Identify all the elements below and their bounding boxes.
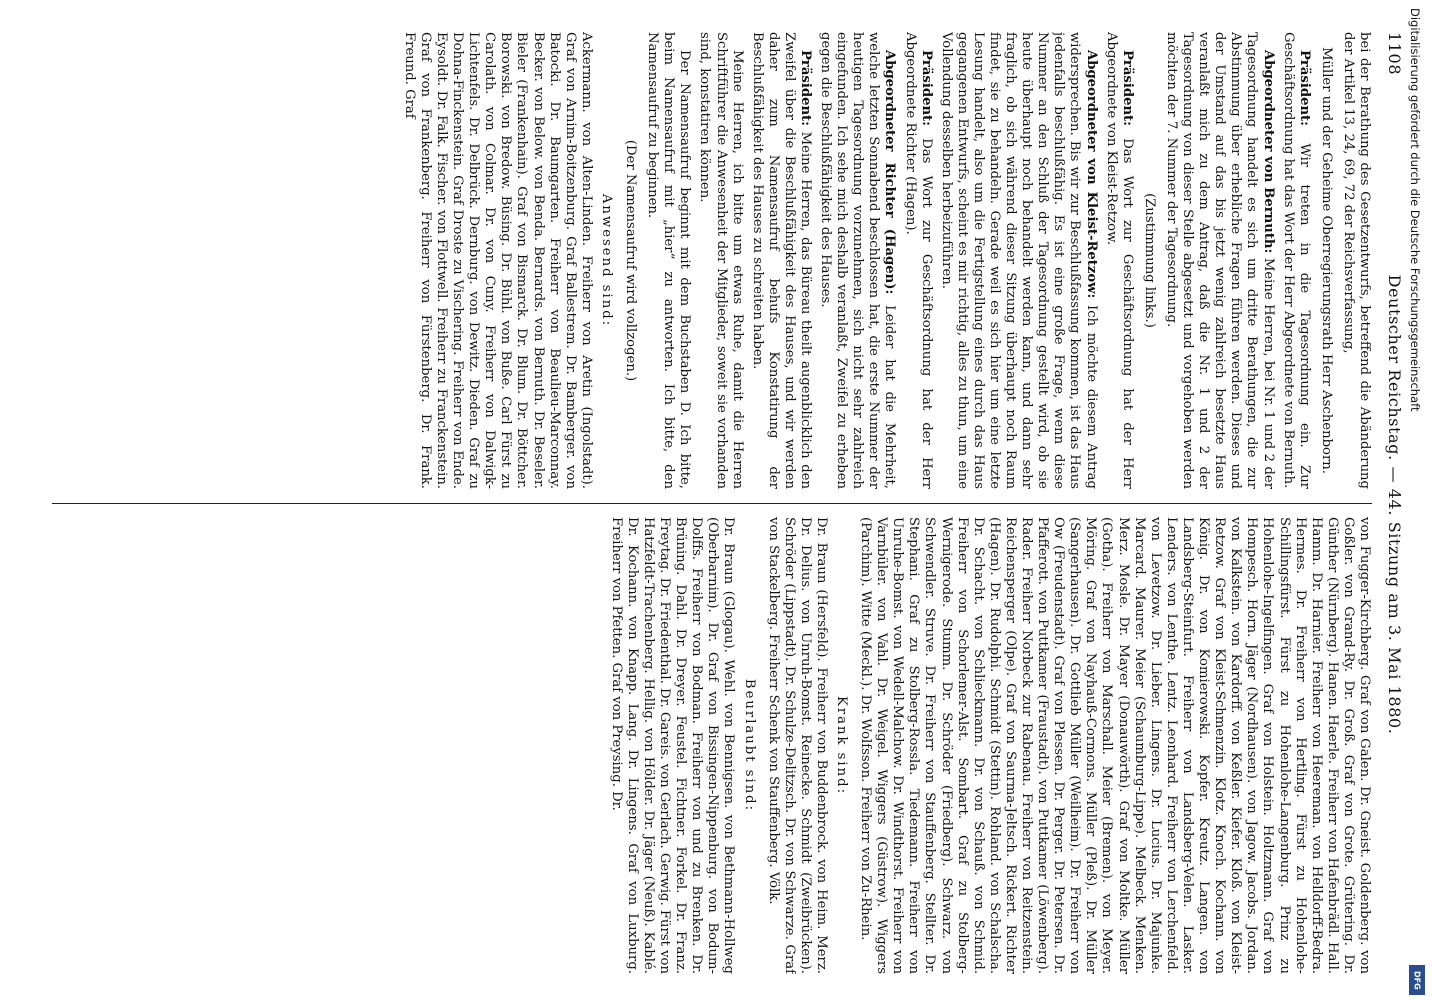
page-title: Deutscher Reichstag. — 44. Sitzung am 3. Mai 1880. [1385,274,1404,735]
speaker-label: Abgeordneter von Bernuth: [1260,50,1276,254]
paragraph [938,32,1099,489]
speech-text: Meine Herren, das Büreau theilt augenblicklich den Zweifel über die Beschlußfähigkeit des Hauses, und wir werden daher zum Namensaufruf behufs Konstatirung der Beschlußfähigkeit des Hauses zu schreiten haben. [749,32,813,489]
digitization-note [1406,0,1428,1000]
section-heading-sick: Krank sind: [834,695,849,796]
speaker-label: Abgeordneter von Kleist-Retzow: [1083,50,1099,299]
speaker-label: Präsident: [1119,50,1135,127]
right-column [52,517,1372,974]
speech-text: Leider hat die Mehrheit, welche letzten Sonnabend beschlossen hat, die erste Nummer der heutigen Tagesordnung vorzunehmen, sich nicht sehr zahlreich eingefunden. Ich sehe mich deshalb veranlaßt, Zweifel zu erheben gegen die Beschlußfähigkeit des Hauses. [818,32,898,489]
page-number: 1108 [1385,32,1404,76]
column-divider [52,503,1372,504]
speech-text: Das Wort zur Geschäftsordnung hat der Herr Abgeordnete von Kleist-Retzow. [1103,32,1135,489]
paragraph [1163,32,1276,489]
paragraph: bei der Berathung des Gesetzentwurfs, betreffend die Abänderung der Artikel 13, 24, 69, 72 der Reichsverfassung, [1340,32,1372,489]
speaker-label: Präsident: [1296,50,1312,127]
speech-text: Wir treten in die Tagesordnung ein. Zur Geschäftsordnung hat das Wort der Herr Abgeordnete von Bernuth. [1280,32,1312,489]
interjection: (Zustimmung links.) [1141,193,1157,328]
paragraph [1280,32,1312,489]
name-list: von Fugger-Kirchberg. Graf von Galen. Dr. Gneist. Goldenberg. von Goßler. von Grand-Ry. Dr. Groß. Graf von Grote. Grütering. Dr. Günther (Nürnberg). Hanen. Haerle. Freiherr von Hafenbrädl. Hall. Hamm. Dr. Harnier. Freiherr von Heereman. von Helldorff-Bedra. Hermes. Dr. Freiherr von Hertling. Fürst zu Hohenlohe-Schillingsfürst. Fürst zu Hohenlohe-Langenburg. Prinz zu Hohenlohe-Ingelfingen. Graf von Holstein. Holtzmann. Graf von Hompesch. Horn. Jäger (Nordhausen). von Jagow. Jacobs. Jordan. von Kalkstein. von Kardorff. von Keßler. Kiefer. Kloß. von Kleist-Retzow. Graf von Kleist-Schmenzin. Klotz. Knoch. Kochann. von König. Dr. von Komierowski. Kopfer. Kreutz. Langen. von Landsberg-Steinfurt. Freiherr von Landsberg-Velen. Lasker. Lenders. von Lenthe. Lentz. Leonhard. Freiherr von Lerchenfeld. von Levetzow. Dr. Lieber. Lingens. Dr. Lucius. Dr. Majunke. Marcard. Maurer. Meier (Schaumburg-Lippe). Melbeck. Menken. Merz. Mosle. Dr. Mayer (Donauwörth). Graf von Moltke. Müller (Gotha). Freiherr von Marschall. Meier (Bremen). von Meyer. Möring. Graf von Nayhauß-Cormons. Müller (Pleß). Dr. Müller (Sangerhausen). Dr. Gottlieb Müller (Weilheim). Dr. Freiherr von Ow (Freudenstadt). Graf von Plessen. Dr. Perger. Dr. Petersen. Dr. Pfafferott. von Puttkamer (Fraustadt). von Puttkamer (Löwenberg). Rader. Freiherr Norbeck zur Rabenau. Freiherr von Reitzenstein. Reichensperger (Olpe). Graf von Saurma-Jeltsch. Rickert. Richter (Hagen). Dr. Rudolphi. Schmidt (Stettin). Rohland. von Schalscha. Dr. Schacht. von Schlieckmann. Dr. von Schauß. von Schmid. Freiherr von Schorlemer-Alst. Sombart. Graf zu Stolberg-Wernigerode. Stumm. Dr. Schröder (Friedberg). Schwarz. von Schwendler. Struve. Dr. Freiherr von Stauffenberg. Stellter. Dr. Stephani. Graf zu Stolberg-Rossla. Tiedemann. Freiherr von Unruhe-Bomst. von Wedell-Malchow. Dr. Windthorst. Freiherr von Varnbüler. von Vahl. Dr. Weigel. Wiggers (Güstrow). Wiggers (Parchim). Witte (Meckl.). Dr. Wolfsson. Freiherr von Zu-Rhein. [858,517,1372,974]
speech-text: Meine Herren, bei Nr. 1 und 2 der Tagesordnung handelt es sich um dritte Berathungen, die zur Abstimmung über erhebliche Fragen führen werden. Dieses und der Umstand auf das bis jetzt wenig zahlreich besetzte Haus veranlaßt mich zu dem Antrag, daß die Nr. 1 und 2 der Tagesordnung von dieser Stelle abgesetzt und vorgehoben werden möchten der 7. Nummer der Tagesordnung. [1163,32,1276,489]
paragraph [1103,32,1135,489]
paragraph: Der Namensaufruf beginnt mit dem Buchstaben D. Ich bitte, beim Namensaufruf mit „hier“ zu antworten. Ich bitte, den Namensaufruf zu beginnen. [645,32,693,489]
paragraph [901,32,933,489]
section-heading-leave: Beurlaubt sind: [741,678,757,813]
name-list: Dr. Braun (Hersfeld). Freiherr von Buddenbrock. von Heim. Merz. Dr. Delius. von Unruh-Bomst. Reinecke. Schmidt (Zweibrücken). Schröder (Lippstadt). Dr. Schulze-Delitzsch. Dr. von Schwarze. Graf von Stackelberg. Freiherr Schenk von Stauffenberg. Völk. [765,517,829,974]
name-list: Ackermann. von Alten-Linden. Freiherr von Aretin (Ingolstadt). Graf von Arnim-Boitzenburg. Graf Ballestrem. Dr. Bamberger. von Batocki. Dr. Baumgarten. Freiherr von Beaulieu-Marconnay. Becker. von Below. von Benda. Bernards. von Bernuth. Dr. Beseler. Bieler (Frankenhain). Graf von Bismarck. Dr. Blum. Dr. Böttcher. Borowski. von Bredow. Büsing. Dr. Bühl. von Buße. Carl Fürst zu Carolath. von Colmar. Dr. von Cuny. Freiherr von Dalwigk-Lichtenfels. Dr. Delbrück. Dernburg. von Dewitz. Dieden. Graf zu Dohna-Finckenstein. Graf Droste zu Vischering. Freiherr von Ende. Eysoldt. Dr. Falk. Fischer. von Flottwell. Freiherr zu Franckenstein. Graf von Frankenberg. Freiherr von Fürstenberg. Dr. Frank. Freund. Graf [401,32,594,489]
speaker-label: Abgeordneter Richter (Hagen): [882,50,898,295]
running-head [1376,32,1402,974]
speaker-label: Präsident: [918,50,934,127]
digitization-text: Digitalisierung gefördert durch die Deutsche Forschungsgemeinschaft [1408,8,1422,412]
speech-text: Ich möchte diesem Antrag widersprechen. Bis wir zur Beschlußfassung kommen, ist das Haus jedenfalls beschlußfähig. Es ist eine große Frage, wenn diese Nummer an den Schluß der Tagesordnung gestellt wird, ob sie heute überhaupt noch behandelt werden kann, und dann sehr fraglich, ob sich während dieser Sitzung überhaupt noch Raum findet, sie zu behandeln. Gerade weil es sich hier um eine letzte Lesung handelt, also um die Fertigstellung eines durch das Haus gegangenen Entwurfs, scheint es mir richtig, alles zu thun, um eine Vollendung desselben herbeizuführen. [938,32,1099,489]
speaker-label: Präsident: [798,50,813,127]
text-columns [52,32,1372,974]
paragraph: Meine Herren, ich bitte um etwas Ruhe, damit die Herren Schriftführer die Anwesenheit der Mitglieder, soweit sie vorhanden sind, konstatiren können. [697,32,745,489]
speech-text: Das Wort zur Geschäftsordnung hat der Herr Abgeordnete Richter (Hagen). [902,32,934,489]
paragraph [817,32,897,489]
interjection: (Der Namensaufruf wird vollzogen.) [623,139,639,382]
name-list: Dr. Braun (Glogau). Wehl. von Bennigsen. von Bethmann-Hollweg (Oberbarnim). Dr. Graf von Bissingen-Nippenburg. von Bodum-Dolffs. Freiherr von Bodman. Freiherr von und zu Brenken. Dr. Brüning. Dahl. Dr. Dreyer. Feustel. Fichtner. Forkel. Dr. Franz. Freytag. Dr. Friedenthal. Dr. Gareis. von Gerlach. Gerwig. Fürst von Hatzfeldt-Trachenberg. Hellig. von Hölder. Dr. Jäger (Neuß). Kablé. Dr. Kochann. von Knapp. Lang. Dr. Lingens. Graf von Luxburg. Freiherr von Pfetten. Graf von Preysing. Dr. [608,517,737,974]
left-column [52,32,1372,489]
paragraph [749,32,813,489]
paragraph: Müller und der Geheime Oberregierungsrath Herr Aschenborn. [1318,47,1334,474]
dfg-logo: DFG [1409,965,1425,995]
section-heading-present: Anwesend sind: [598,193,614,328]
